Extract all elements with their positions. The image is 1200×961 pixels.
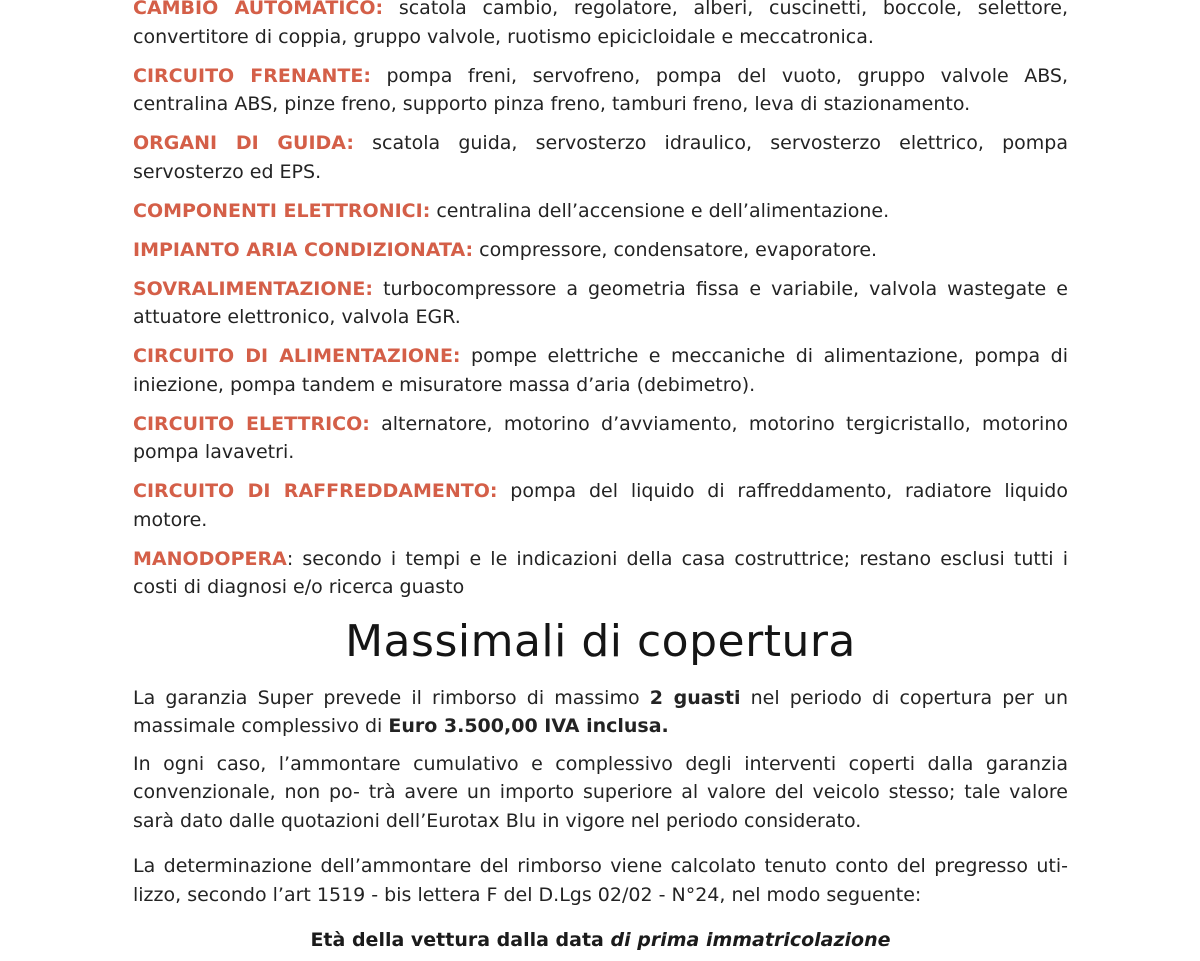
- section-sovralimentazione: [133, 275, 1068, 332]
- document-content: [133, 0, 1068, 955]
- caption-text-italic: di prima immatricolazione: [610, 929, 891, 951]
- section-heading: IMPIANTO ARIA CONDIZIONATA:: [133, 238, 474, 261]
- section-heading: CIRCUITO DI RAFFREDDAMENTO:: [133, 480, 498, 502]
- section-circuito-di-raffreddamento: [133, 477, 1068, 534]
- page-title: Massimali di copertura: [345, 615, 856, 667]
- section-heading: CAMBIO AUTOMATICO:: [133, 0, 384, 19]
- table-caption-eta-vettura: [133, 926, 1068, 955]
- section-circuito-di-alimentazione: [133, 342, 1068, 399]
- caption-text: Età della vettura dalla data: [310, 929, 611, 951]
- section-heading: CIRCUITO ELETTRICO:: [133, 412, 370, 435]
- section-body: pompe elettriche e meccaniche di alimentazione, pompa di iniezione, pompa tandem e misuratore massa d’aria (debimetro).: [133, 345, 1068, 396]
- bold-euro-amount: Euro 3.500,00 IVA inclusa.: [388, 715, 669, 737]
- paragraph-text: nel periodo di copertura per un massimale complessivo di: [133, 686, 1068, 737]
- section-heading: ORGANI DI GUIDA:: [133, 132, 354, 154]
- section-body: centralina dell’accensione e dell’alimentazione.: [430, 199, 890, 222]
- section-impianto-aria-condizionata: [133, 236, 1068, 265]
- paragraph-text: La garanzia Super prevede il rimborso di massimo: [133, 686, 650, 709]
- paragraph-massimale: [133, 684, 1068, 741]
- bold-guasti: 2 guasti: [649, 686, 741, 709]
- section-circuito-frenante: [133, 62, 1068, 119]
- section-heading: CIRCUITO DI ALIMENTAZIONE:: [133, 345, 461, 367]
- section-body: pompa freni, servofreno, pompa del vuoto, gruppo valvole ABS, centralina ABS, pinze freno, supporto pinza freno, tamburi freno, leva di stazionamento.: [133, 64, 1068, 115]
- section-cambio-automatico: [133, 0, 1068, 51]
- section-body: scatola guida, servosterzo idraulico, servosterzo elettrico, pompa servosterzo ed EPS.: [133, 132, 1068, 183]
- section-heading: CIRCUITO FRENANTE:: [133, 64, 371, 87]
- section-heading: MANODOPERA: [133, 547, 287, 570]
- section-manodopera: [133, 545, 1068, 602]
- section-body: compressore, condensatore, evaporatore.: [473, 238, 878, 261]
- section-circuito-elettrico: [133, 410, 1068, 467]
- section-heading: SOVRALIMENTAZIONE:: [133, 277, 373, 300]
- paragraph-determinazione: La determinazione dell’ammontare del rimborso viene calcolato tenuto conto del pregresso uti- lizzo, secondo l’art 1519 - bis lettera F del D.Lgs 02/02 - N°24, nel modo seguente:: [133, 855, 1068, 906]
- section-heading: COMPONENTI ELETTRONICI:: [133, 199, 431, 222]
- paragraph-valore-veicolo: In ogni caso, l’ammontare cumulativo e complessivo degli interventi coperti dalla garanzia convenzionale, non po- trà avere un importo superiore al valore del veicolo stesso; tale valore sarà dato dalle quotazioni dell’Eurotax Blu in vigore nel periodo considerato.: [133, 752, 1068, 832]
- section-body: pompa del liquido di raffreddamento, radiatore liquido motore.: [133, 480, 1068, 531]
- section-body: scatola cambio, regolatore, alberi, cuscinetti, boccole, selettore, convertitore di coppia, gruppo valvole, ruotismo epicicloidale e meccatronica.: [133, 0, 1068, 48]
- section-body: alternatore, motorino d’avviamento, motorino tergicristallo, motorino pompa lavavetri.: [133, 412, 1068, 463]
- section-body: : secondo i tempi e le indicazioni della casa costruttrice; restano esclusi tutti i costi di diagnosi e/o ricerca guasto: [133, 547, 1068, 598]
- section-organi-di-guida: [133, 129, 1068, 186]
- section-componenti-elettronici: [133, 197, 1068, 226]
- section-body: turbocompressore a geometria fissa e variabile, valvola wastegate e attuatore elettronico, valvola EGR.: [133, 277, 1068, 328]
